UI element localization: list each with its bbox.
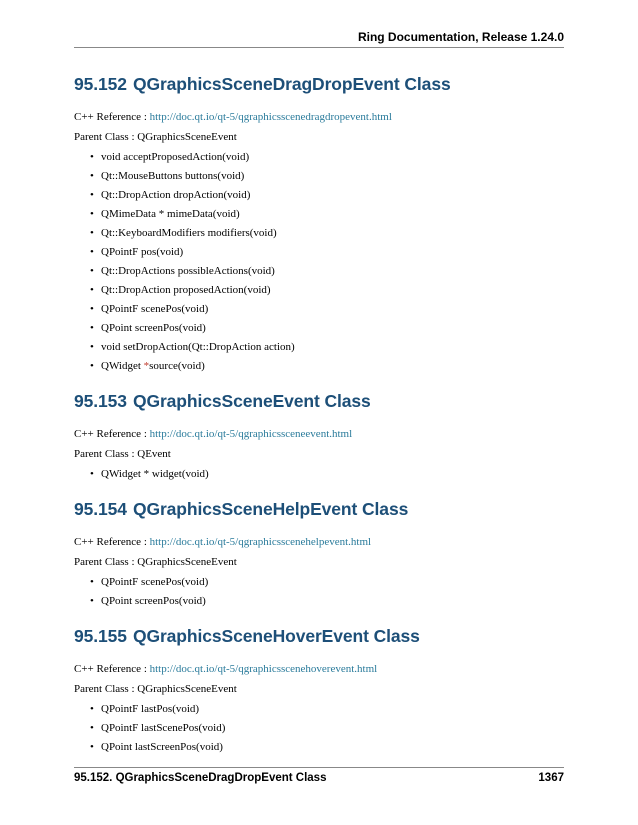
bullet: • xyxy=(90,468,94,480)
bullet: • xyxy=(90,170,94,182)
bullet: • xyxy=(90,208,94,220)
section-heading xyxy=(74,497,564,521)
section-number: 95.155 xyxy=(74,626,127,646)
method-item xyxy=(74,150,564,164)
method-item xyxy=(74,226,564,240)
method-item xyxy=(74,702,564,716)
method-list xyxy=(74,150,564,373)
section-number: 95.154 xyxy=(74,499,127,519)
pointer-star: * xyxy=(143,360,150,372)
section-title-text: QGraphicsSceneHoverEvent Class xyxy=(132,626,420,646)
method-signature: QPointF scenePos(void) xyxy=(101,576,209,588)
page-number: 1367 xyxy=(538,772,564,784)
method-signature: QWidget * widget(void) xyxy=(101,468,209,480)
method-signature: Qt::KeyboardModifiers modifiers(void) xyxy=(101,227,277,239)
method-signature: Qt::MouseButtons buttons(void) xyxy=(101,170,245,182)
reference-link[interactable]: http://doc.qt.io/qt-5/qgraphicsscenehoverevent.html xyxy=(149,663,378,675)
reference-label: C++ Reference : xyxy=(74,111,150,123)
reference-link[interactable]: http://doc.qt.io/qt-5/qgraphicsscenehelpevent.html xyxy=(149,536,372,548)
method-name: source(void) xyxy=(149,360,205,372)
method-signature: void acceptProposedAction(void) xyxy=(101,151,250,163)
section-qgraphicsscenehoverevent xyxy=(74,624,564,754)
method-signature: QPointF lastPos(void) xyxy=(101,703,200,715)
content xyxy=(74,72,564,770)
method-item xyxy=(74,169,564,183)
reference-label: C++ Reference : xyxy=(74,428,150,440)
cpp-reference xyxy=(74,662,564,676)
header-rule xyxy=(74,47,564,48)
method-signature: QPoint screenPos(void) xyxy=(101,322,206,334)
method-item xyxy=(74,245,564,259)
running-header: Ring Documentation, Release 1.24.0 xyxy=(357,30,564,44)
method-signature: QPointF lastScenePos(void) xyxy=(101,722,226,734)
bullet: • xyxy=(90,595,94,607)
bullet: • xyxy=(90,576,94,588)
section-number: 95.152 xyxy=(74,74,127,94)
bullet: • xyxy=(90,322,94,334)
bullet: • xyxy=(90,284,94,296)
section-heading xyxy=(74,389,564,413)
bullet: • xyxy=(90,341,94,353)
method-signature: QMimeData * mimeData(void) xyxy=(101,208,240,220)
reference-label: C++ Reference : xyxy=(74,663,150,675)
section-title-text: QGraphicsSceneHelpEvent Class xyxy=(132,499,409,519)
method-item xyxy=(74,721,564,735)
method-item xyxy=(74,740,564,754)
reference-link[interactable]: http://doc.qt.io/qt-5/qgraphicssceneevent.html xyxy=(149,428,353,440)
method-item xyxy=(74,321,564,335)
cpp-reference xyxy=(74,427,564,441)
parent-class: Parent Class : QGraphicsSceneEvent xyxy=(74,131,237,143)
bullet: • xyxy=(90,189,94,201)
bullet: • xyxy=(90,703,94,715)
method-return-type: QWidget xyxy=(101,360,144,372)
method-signature: void setDropAction(Qt::DropAction action) xyxy=(101,341,295,353)
section-title-text: QGraphicsSceneEvent Class xyxy=(132,391,371,411)
bullet: • xyxy=(90,303,94,315)
bullet: • xyxy=(90,360,94,372)
method-signature: QPointF pos(void) xyxy=(101,246,184,258)
method-item xyxy=(74,302,564,316)
method-signature: QPoint lastScreenPos(void) xyxy=(101,741,223,753)
method-item xyxy=(74,594,564,608)
section-title-text: QGraphicsSceneDragDropEvent Class xyxy=(132,74,451,94)
method-item xyxy=(74,359,564,373)
bullet: • xyxy=(90,151,94,163)
cpp-reference xyxy=(74,535,564,549)
parent-class: Parent Class : QEvent xyxy=(74,448,171,460)
section-number: 95.153 xyxy=(74,391,127,411)
method-list xyxy=(74,702,564,754)
method-item xyxy=(74,188,564,202)
section-qgraphicssceneevent xyxy=(74,389,564,481)
method-item xyxy=(74,283,564,297)
running-footer xyxy=(74,772,564,784)
cpp-reference xyxy=(74,110,564,124)
method-item xyxy=(74,340,564,354)
method-signature: QPointF scenePos(void) xyxy=(101,303,209,315)
method-signature: QPoint screenPos(void) xyxy=(101,595,206,607)
bullet: • xyxy=(90,722,94,734)
section-heading xyxy=(74,72,564,96)
parent-class: Parent Class : QGraphicsSceneEvent xyxy=(74,556,237,568)
reference-label: C++ Reference : xyxy=(74,536,150,548)
section-qgraphicsscenehelpevent xyxy=(74,497,564,608)
method-item xyxy=(74,467,564,481)
method-list xyxy=(74,575,564,608)
bullet: • xyxy=(90,265,94,277)
section-qgraphicsscenedragdropevent xyxy=(74,72,564,373)
method-signature: Qt::DropAction proposedAction(void) xyxy=(101,284,271,296)
section-heading xyxy=(74,624,564,648)
parent-class: Parent Class : QGraphicsSceneEvent xyxy=(74,683,237,695)
bullet: • xyxy=(90,246,94,258)
footer-section-title: 95.152. QGraphicsSceneDragDropEvent Class xyxy=(74,772,327,784)
method-item xyxy=(74,207,564,221)
reference-link[interactable]: http://doc.qt.io/qt-5/qgraphicsscenedragdropevent.html xyxy=(149,111,392,123)
method-signature: Qt::DropAction dropAction(void) xyxy=(101,189,251,201)
method-item xyxy=(74,575,564,589)
footer-rule xyxy=(74,767,564,768)
bullet: • xyxy=(90,227,94,239)
method-item xyxy=(74,264,564,278)
method-list xyxy=(74,467,564,481)
method-signature: Qt::DropActions possibleActions(void) xyxy=(101,265,275,277)
bullet: • xyxy=(90,741,94,753)
